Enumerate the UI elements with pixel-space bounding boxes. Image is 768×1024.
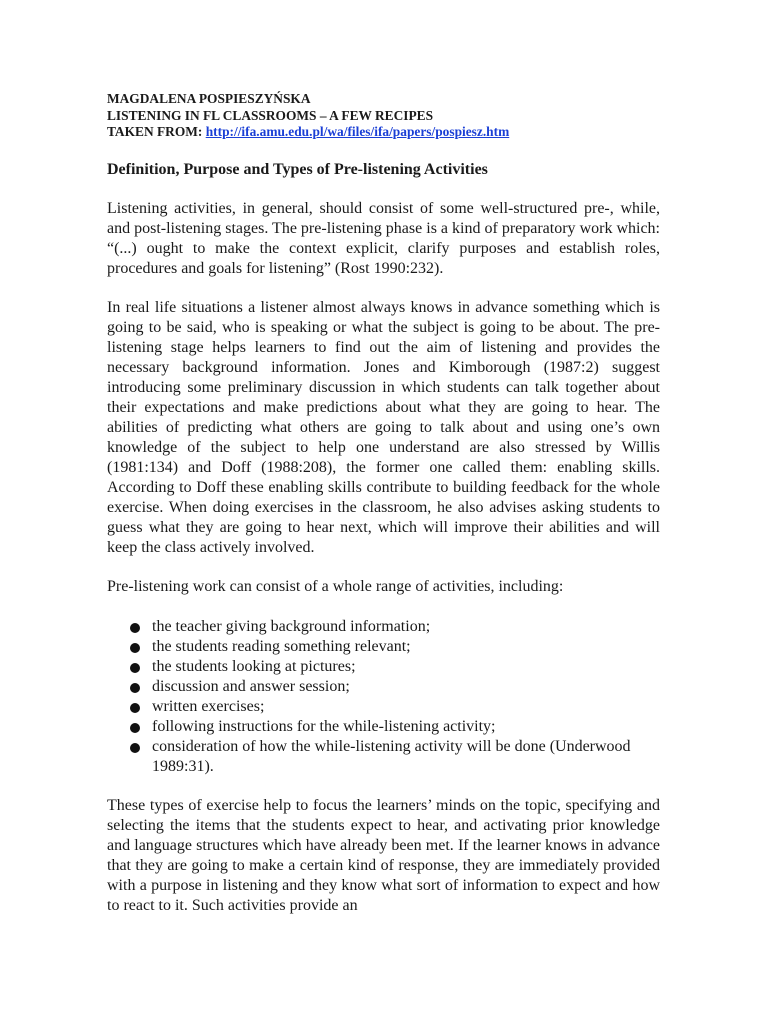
list-item-text: the students looking at pictures; [152, 657, 356, 675]
list-item [107, 637, 660, 657]
taken-from-label: TAKEN FROM: [107, 124, 203, 139]
source-link[interactable]: http://ifa.amu.edu.pl/wa/files/ifa/papers/pospiesz.htm [205, 124, 510, 139]
paragraph-list-intro: Pre-listening work can consist of a whole range of activities, including: [107, 577, 564, 595]
list-item [107, 617, 660, 637]
list-item [107, 697, 660, 717]
source-line [107, 124, 660, 141]
list-item-text: written exercises; [152, 697, 265, 715]
bullet-icon [130, 703, 140, 713]
activities-list [107, 617, 660, 777]
author-name: MAGDALENA POSPIESZYŃSKA [107, 91, 311, 106]
bullet-icon [130, 743, 140, 753]
list-item-text: the teacher giving background information; [152, 617, 431, 635]
paragraph-exercise-types: These types of exercise help to focus the learners’ minds on the topic, specifying and selecting the items that the students expect to hear, and activating prior knowledge and language structures which have already been met. If the learner knows in advance that they are going to make a certain kind of response, they are immediately provided with a purpose in listening and they know what sort of information to expect and how to react to it. Such activities provide an [107, 796, 660, 914]
list-item [107, 657, 660, 677]
list-item-text: discussion and answer session; [152, 677, 350, 695]
bullet-icon [130, 683, 140, 693]
paragraph-real-life: In real life situations a listener almost always knows in advance something which is going to be said, who is speaking or what the subject is going to be about. The pre-listening stage helps learners to find out the aim of listening and provides the necessary background information. Jones and Kimborough (1987:2) suggest introducing some preliminary discussion in which students can talk together about their expectations and make predictions about what they are going to hear. The abilities of predicting what others are going to talk about and using one’s own knowledge of the subject to help one understand are also stressed by Willis (1981:134) and Doff (1988:208), the former one called them: enabling skills. According to Doff these enabling skills contribute to building feedback for the whole exercise. When doing exercises in the classroom, he also advises asking students to guess what they are going to hear next, which will improve their abilities and will keep the class actively involved. [107, 298, 660, 556]
document-page [107, 91, 660, 916]
list-item-text: consideration of how the while-listening activity will be done (Underwood 1989:31). [152, 737, 631, 775]
paragraph-intro: Listening activities, in general, should consist of some well-structured pre-, while, and post-listening stages. The pre-listening phase is a kind of preparatory work which: “(...) ought to make the context explicit, clarify purposes and establish roles, procedures and goals for listening” (Rost 1990:232). [107, 199, 660, 277]
list-item-text: the students reading something relevant; [152, 637, 411, 655]
document-title: LISTENING IN FL CLASSROOMS – A FEW RECIPES [107, 107, 434, 123]
section-heading: Definition, Purpose and Types of Pre-listening Activities [107, 160, 488, 178]
list-item [107, 677, 660, 697]
list-item [107, 737, 660, 777]
bullet-icon [130, 643, 140, 653]
bullet-icon [130, 623, 140, 633]
list-item-text: following instructions for the while-listening activity; [152, 717, 496, 735]
bullet-icon [130, 663, 140, 673]
list-item [107, 717, 660, 737]
bullet-icon [130, 723, 140, 733]
